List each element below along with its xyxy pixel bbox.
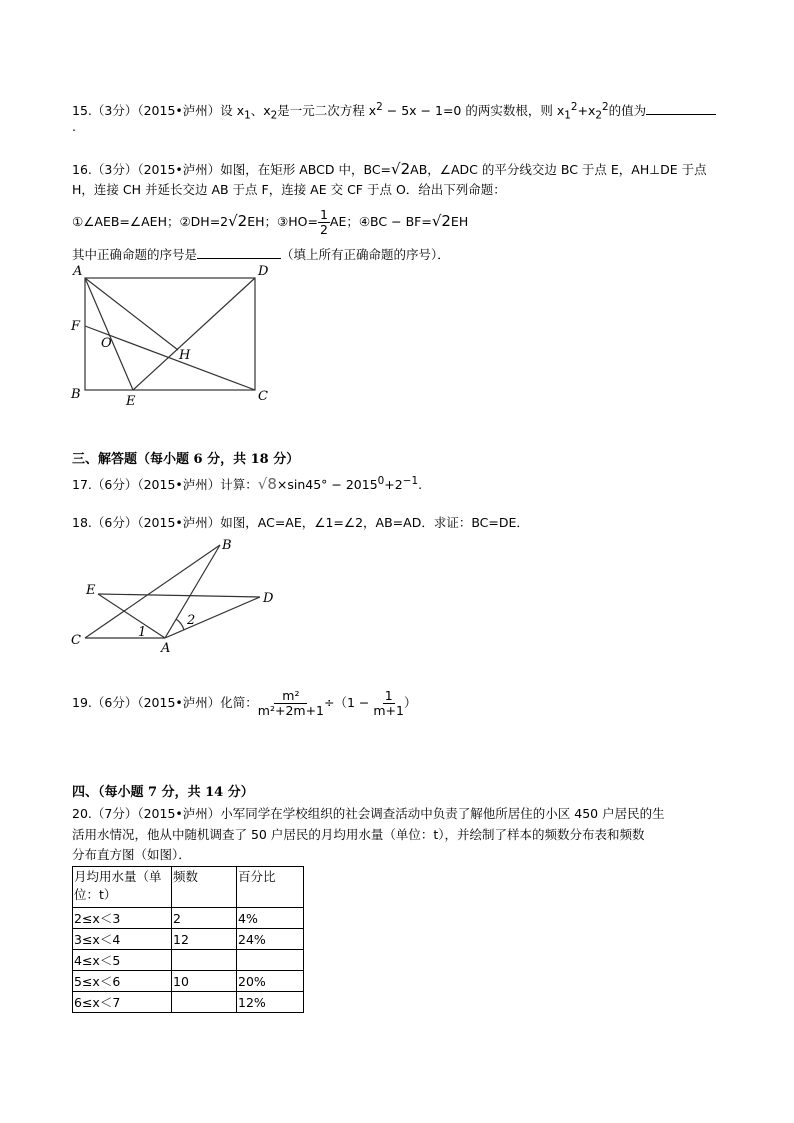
text: ÷（1 − — [324, 695, 374, 710]
fraction — [373, 689, 404, 718]
text: EH — [450, 214, 469, 229]
den: m+1 — [373, 703, 404, 718]
label-H: H — [179, 348, 191, 363]
q15-text: 是一元二次方程 x — [277, 103, 377, 119]
question-17 — [72, 473, 422, 493]
table-row — [73, 908, 304, 929]
cell: 24% — [237, 929, 304, 950]
label-B: B — [71, 387, 81, 402]
label-A: A — [161, 641, 171, 656]
table-row — [73, 929, 304, 950]
cell[interactable] — [172, 950, 237, 971]
sup: 2 — [570, 101, 578, 113]
cell: 20% — [237, 971, 304, 992]
table-header — [73, 867, 304, 908]
text: 17.（6分）（2015•泸州）计算： — [72, 477, 258, 493]
angle-2-label: 2 — [187, 613, 196, 628]
label-D: D — [258, 264, 269, 279]
label-E: E — [86, 583, 96, 598]
label-D: D — [263, 591, 274, 606]
question-16-line2: H，连接 CH 并延长交边 AB 于点 F，连接 AE 交 CF 于点 O．给出下列命题： — [72, 182, 506, 197]
section-3-heading: 三、解答题（每小题 6 分，共 18 分） — [72, 452, 300, 467]
question-20-line1: 20.（7分）（2015•泸州）小军同学在学校组织的社会调查活动中负责了解他所居住的小区 450 户居民的生 — [72, 806, 665, 821]
q15-text: 的值为 — [608, 103, 647, 119]
sup: 0 — [377, 475, 385, 487]
question-18: 18.（6分）（2015•泸州）如图，AC=AE，∠1=∠2，AB=AD．求证：BC=DE． — [72, 515, 529, 530]
label-A: A — [73, 264, 83, 279]
text: ①∠AEB=∠AEH；②DH=2 — [72, 214, 229, 229]
angle-1-label: 1 — [138, 625, 147, 640]
cell: 10 — [172, 971, 237, 992]
cell: 12 — [172, 929, 237, 950]
sqrt: √2 — [391, 160, 411, 178]
frequency-table — [72, 866, 304, 1013]
sub: 2 — [595, 109, 602, 122]
table-row — [73, 950, 304, 971]
num: m² — [274, 689, 307, 704]
text: +2 — [384, 477, 403, 493]
sqrt: √8 — [257, 475, 277, 494]
q15-text: − 5x − 1=0 的两实数根，则 x — [382, 103, 565, 119]
cell[interactable] — [172, 992, 237, 1013]
cell: 2 — [172, 908, 237, 929]
cell: 5≤x＜6 — [73, 971, 172, 992]
text: EH；③HO= — [247, 214, 318, 229]
num: 1 — [319, 207, 328, 222]
cell: 4≤x＜5 — [73, 950, 172, 971]
header-cell: 月均用水量（单位：t） — [73, 867, 172, 908]
cell: 3≤x＜4 — [73, 929, 172, 950]
table-row — [73, 971, 304, 992]
q15-dot: . — [72, 119, 76, 134]
section-4-heading: 四、（每小题 7 分，共 14 分） — [72, 785, 254, 800]
text: AB，∠ADC 的平分线交边 BC 于点 E，AH⊥DE 于点 — [410, 162, 707, 177]
sqrt: √2 — [228, 212, 248, 230]
text: 16.（3分）（2015•泸州）如图，在矩形 ABCD 中，BC= — [72, 162, 392, 177]
label-C: C — [258, 389, 268, 404]
label-B: B — [222, 538, 232, 553]
sup: −1 — [402, 475, 419, 487]
num: 1 — [384, 688, 393, 703]
q15-text: 、x — [250, 103, 271, 119]
cell: 12% — [237, 992, 304, 1013]
cell: 6≤x＜7 — [73, 992, 172, 1013]
cell[interactable] — [237, 950, 304, 971]
text: . — [418, 477, 423, 493]
text: 19.（6分）（2015•泸州）化简： — [72, 695, 258, 710]
figure-16 — [85, 278, 255, 390]
sup: 2 — [376, 101, 383, 113]
label-C: C — [71, 633, 81, 648]
question-20-line2: 活用水情况，他从中随机调查了 50 户居民的月均用水量（单位：t），并绘制了样本的频数分布表和频数 — [72, 827, 645, 842]
cell: 2≤x＜3 — [73, 908, 172, 929]
q15-text: +x — [577, 103, 596, 119]
header-cell: 频数 — [172, 867, 237, 908]
sqrt: √2 — [431, 212, 451, 230]
fraction — [258, 689, 324, 718]
cell: 4% — [237, 908, 304, 929]
sub: 1 — [244, 109, 251, 122]
q15-text: 15.（3分）（2015•泸州）设 x — [72, 103, 245, 119]
sub: 1 — [564, 109, 571, 122]
text: （填上所有正确命题的序号）． — [281, 247, 450, 262]
text: 其中正确命题的序号是 — [72, 247, 198, 262]
den: m²+2m+1 — [257, 703, 324, 718]
figure-18 — [85, 545, 260, 638]
label-O: O — [101, 336, 112, 351]
header-cell: 百分比 — [237, 867, 304, 908]
text: ×sin45° − 2015 — [276, 477, 378, 493]
sub: 2 — [270, 109, 278, 122]
label-F: F — [71, 319, 81, 334]
label-E: E — [126, 394, 136, 409]
text: AE；④BC − BF= — [329, 214, 432, 229]
question-20-line3: 分布直方图（如图）． — [72, 847, 191, 862]
question-19 — [72, 688, 416, 718]
sup: 2 — [601, 101, 609, 113]
table-row — [73, 992, 304, 1013]
den: 2 — [319, 222, 328, 237]
text: ） — [403, 695, 417, 710]
